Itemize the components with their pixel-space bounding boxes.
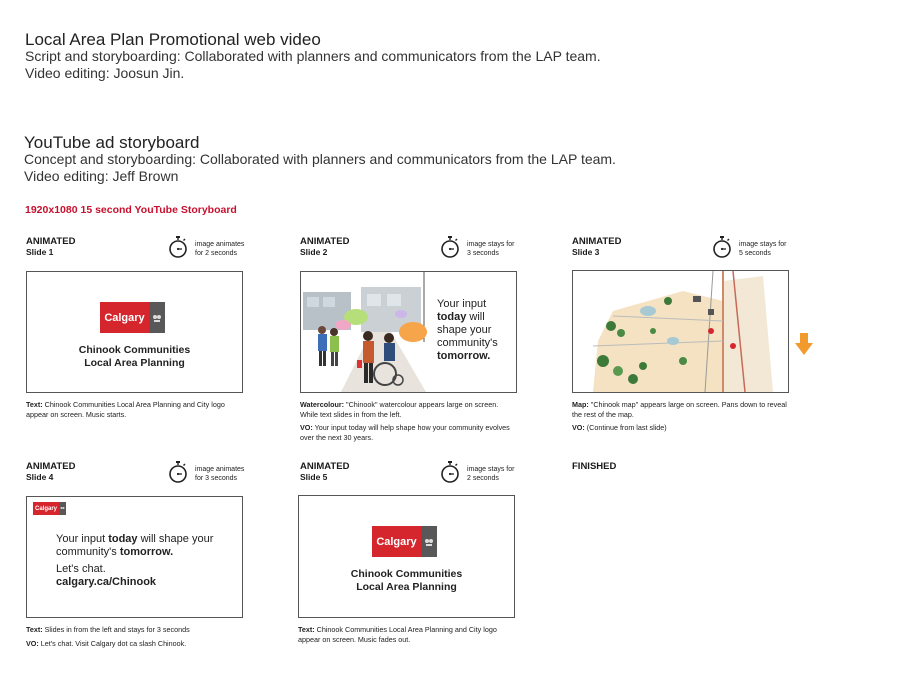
- calgary-logo-small: [33, 502, 66, 515]
- slide3-vo: VO: (Continue from last slide): [572, 423, 667, 432]
- slide4-frame: [26, 496, 243, 618]
- slide1-timer-line1: image animates: [195, 241, 245, 248]
- slide2-caption: Watercolour: "Chinook" watercolour appears large on screen. While text slides in from the left.: [300, 400, 499, 419]
- slide2-message: Your input today will shape your community's tomorrow.: [437, 298, 498, 362]
- section2-title: YouTube ad storyboard: [24, 133, 200, 152]
- slide5-label: Slide 5: [300, 472, 328, 482]
- slide3-caption: Map: "Chinook map" appears large on screen. Pans down to reveal the rest of the map.: [572, 400, 787, 419]
- calgary-logo-text: Calgary: [372, 526, 421, 557]
- slide1-title-line1: Chinook Communities: [78, 344, 191, 356]
- slide1-timer-line2: for 2 seconds: [195, 250, 238, 257]
- slide2-vo: VO: Your input today will help shape how your community evolves over the next 30 years.: [300, 423, 510, 442]
- slide1-status: ANIMATED: [26, 236, 76, 247]
- calgary-logo: [100, 302, 165, 333]
- slide1-frame: [26, 271, 243, 393]
- coat-of-arms-icon: [59, 502, 66, 515]
- section1-line2: Video editing: Joosun Jin.: [25, 65, 185, 81]
- slide5-title-line1: Chinook Communities: [350, 568, 463, 580]
- watercolour-street-illustration: [301, 272, 431, 392]
- slide3-frame: [572, 270, 789, 393]
- down-arrow-icon: [795, 333, 813, 360]
- slide5-caption: Text: Chinook Communities Local Area Planning and City logo appear on screen. Music fades out.: [298, 625, 497, 644]
- slide3-timer-line2: 5 seconds: [739, 250, 771, 257]
- slide3-label: Slide 3: [572, 247, 600, 257]
- slide3-timer-line1: image stays for: [739, 241, 787, 248]
- slide1-title-line2: Local Area Planning: [84, 357, 185, 369]
- slide2-timer-line1: image stays for: [467, 241, 515, 248]
- slide4-timer-line2: for 3 seconds: [195, 475, 238, 482]
- coat-of-arms-icon: [421, 526, 437, 557]
- slide2-status: ANIMATED: [300, 236, 350, 247]
- stopwatch-icon: [168, 236, 188, 258]
- section1-title: Local Area Plan Promotional web video: [25, 30, 321, 49]
- stopwatch-icon: [440, 236, 460, 258]
- slide2-frame: [300, 271, 517, 393]
- slide5-timer-line2: 2 seconds: [467, 475, 499, 482]
- coat-of-arms-icon: [149, 302, 165, 333]
- section1-line1: Script and storyboarding: Collaborated with planners and communicators from the LAP team.: [25, 48, 601, 64]
- calgary-logo: [372, 526, 437, 557]
- calgary-logo-text: Calgary: [33, 502, 59, 515]
- calgary-logo-text: Calgary: [100, 302, 149, 333]
- section2-line1: Concept and storyboarding: Collaborated with planners and communicators from the LAP team.: [24, 151, 616, 167]
- slide5-timer-line1: image stays for: [467, 466, 515, 473]
- slide5-frame: [298, 495, 515, 618]
- section2-line2: Video editing: Jeff Brown: [24, 168, 179, 184]
- stopwatch-icon: [168, 461, 188, 483]
- stopwatch-icon: [440, 461, 460, 483]
- slide4-vo: VO: Let's chat. Visit Calgary dot ca slash Chinook.: [26, 639, 187, 648]
- slide2-label: Slide 2: [300, 247, 328, 257]
- slide4-status: ANIMATED: [26, 461, 76, 472]
- slide5-title-line2: Local Area Planning: [356, 581, 457, 593]
- slide4-timer-line1: image animates: [195, 466, 245, 473]
- slide3-status: ANIMATED: [572, 236, 622, 247]
- slide5-status: ANIMATED: [300, 461, 350, 472]
- stopwatch-icon: [712, 236, 732, 258]
- slide4-message: Your input today will shape your community's tomorrow. Let's chat. calgary.ca/Chinook: [56, 533, 214, 588]
- chinook-map-illustration: [573, 271, 788, 392]
- slide4-caption: Text: Slides in from the left and stays for 3 seconds: [26, 625, 190, 634]
- slide1-label: Slide 1: [26, 247, 54, 257]
- slide1-caption: Text: Chinook Communities Local Area Planning and City logo appear on screen. Music starts.: [26, 400, 225, 419]
- finished-status: FINISHED: [572, 461, 617, 472]
- slide2-timer-line2: 3 seconds: [467, 250, 499, 257]
- storyboard-title: 1920x1080 15 second YouTube Storyboard: [25, 204, 237, 216]
- slide4-label: Slide 4: [26, 472, 54, 482]
